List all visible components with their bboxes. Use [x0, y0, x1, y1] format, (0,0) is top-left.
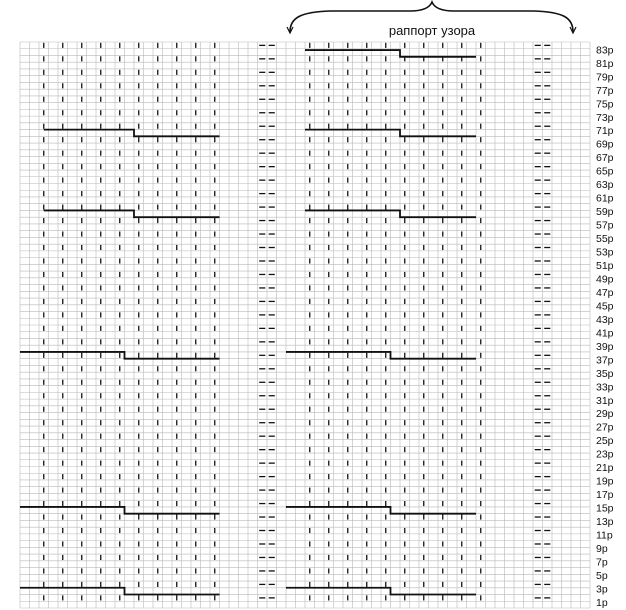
- row-label: 77р: [596, 84, 614, 97]
- row-label: 41р: [596, 327, 614, 340]
- row-label: 55р: [596, 233, 614, 246]
- row-label: 67р: [596, 152, 614, 165]
- repeat-caption: раппорт узора: [388, 23, 476, 38]
- row-label: 69р: [596, 138, 614, 151]
- row-label: 57р: [596, 219, 614, 232]
- row-label: 9р: [596, 542, 608, 555]
- row-label: 23р: [596, 448, 614, 461]
- row-label: 31р: [596, 394, 614, 407]
- row-label: 39р: [596, 340, 614, 353]
- row-label: 1р: [596, 596, 608, 609]
- row-label: 5р: [596, 569, 608, 582]
- row-label: 59р: [596, 206, 614, 219]
- row-label: 35р: [596, 367, 614, 380]
- row-label: 33р: [596, 381, 614, 394]
- row-label: 79р: [596, 71, 614, 84]
- row-label: 37р: [596, 354, 614, 367]
- row-label: 45р: [596, 300, 614, 313]
- chart-grid: [20, 42, 590, 608]
- row-label: 29р: [596, 408, 614, 421]
- row-label: 83р: [596, 44, 614, 57]
- row-label: 65р: [596, 165, 614, 178]
- row-label: 49р: [596, 273, 614, 286]
- row-label: 43р: [596, 313, 614, 326]
- row-label: 75р: [596, 98, 614, 111]
- row-label: 15р: [596, 502, 614, 515]
- row-label: 47р: [596, 286, 614, 299]
- row-label: 61р: [596, 192, 614, 205]
- row-label: 3р: [596, 583, 608, 596]
- row-label: 63р: [596, 179, 614, 192]
- row-label: 11р: [596, 529, 613, 542]
- row-label: 73р: [596, 111, 614, 124]
- row-label: 21р: [596, 462, 614, 475]
- row-label: 7р: [596, 556, 608, 569]
- row-label: 17р: [596, 489, 614, 502]
- row-labels: [596, 44, 614, 609]
- row-label: 51р: [596, 259, 614, 272]
- row-label: 25р: [596, 435, 614, 448]
- row-label: 81р: [596, 57, 614, 70]
- row-label: 27р: [596, 421, 614, 434]
- row-label: 13р: [596, 516, 614, 529]
- row-label: 53р: [596, 246, 614, 259]
- row-label: 71р: [596, 125, 614, 138]
- row-label: 19р: [596, 475, 614, 488]
